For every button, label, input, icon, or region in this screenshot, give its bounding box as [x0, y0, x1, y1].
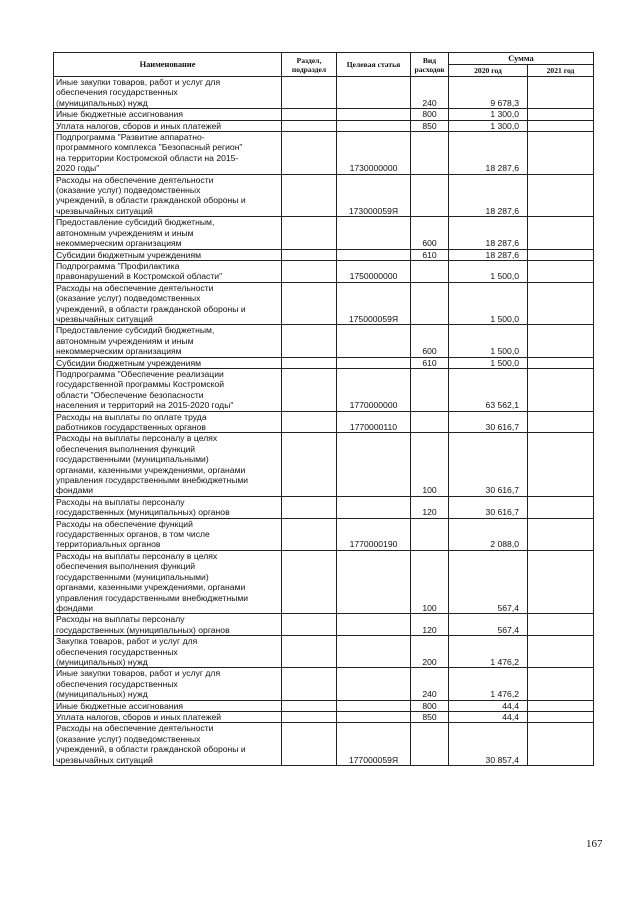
row-section: [282, 411, 337, 433]
row-target: 1770000110: [337, 411, 411, 433]
row-sum-2021: [528, 217, 594, 249]
header-year-2021: 2021 год: [528, 65, 594, 77]
row-section: [282, 357, 337, 368]
table-row: [54, 260, 594, 282]
row-name: Подпрограмма "Профилактика правонарушений в Костромской области": [54, 260, 282, 282]
row-type: 200: [411, 636, 449, 668]
row-sum-2021: [528, 700, 594, 711]
row-type: 800: [411, 109, 449, 120]
row-section: [282, 132, 337, 175]
header-row-top: [54, 53, 594, 65]
table-row: [54, 77, 594, 109]
row-sum-2021: [528, 357, 594, 368]
row-target: 1770000190: [337, 518, 411, 550]
row-section: [282, 174, 337, 217]
row-target: 1770000000: [337, 368, 411, 411]
row-type: 120: [411, 614, 449, 636]
row-name: Расходы на обеспечение функций государственных органов, в том числе территориальных органов: [54, 518, 282, 550]
row-section: [282, 550, 337, 613]
row-target: [337, 249, 411, 260]
row-section: [282, 249, 337, 260]
row-sum-2020: 1 476,2: [449, 668, 528, 700]
row-sum-2021: [528, 668, 594, 700]
row-type: 120: [411, 496, 449, 518]
header-name: Наименование: [54, 53, 282, 77]
row-sum-2021: [528, 711, 594, 722]
row-section: [282, 282, 337, 325]
row-section: [282, 723, 337, 766]
row-section: [282, 700, 337, 711]
table-row: [54, 357, 594, 368]
header-year-2020: 2020 год: [449, 65, 528, 77]
row-target: 175000059Я: [337, 282, 411, 325]
table-row: [54, 723, 594, 766]
row-name: Предоставление субсидий бюджетным, автономным учреждениям и иным некоммерческим организациям: [54, 217, 282, 249]
row-name: Субсидии бюджетным учреждениям: [54, 357, 282, 368]
row-sum-2020: 18 287,6: [449, 132, 528, 175]
row-type: 240: [411, 668, 449, 700]
row-name: Расходы на обеспечение деятельности (оказание услуг) подведомственных учреждений, в области гражданской обороны и чрезвычайных ситуаций: [54, 723, 282, 766]
row-sum-2020: 1 500,0: [449, 325, 528, 357]
row-sum-2021: [528, 614, 594, 636]
row-name: Иные закупки товаров, работ и услуг для обеспечения государственных (муниципальных) нужд: [54, 77, 282, 109]
row-sum-2021: [528, 77, 594, 109]
row-sum-2020: 1 500,0: [449, 357, 528, 368]
budget-table-sheet: [53, 52, 593, 766]
row-type: [411, 723, 449, 766]
row-sum-2021: [528, 109, 594, 120]
row-sum-2020: 1 300,0: [449, 120, 528, 131]
row-target: [337, 325, 411, 357]
row-name: Закупка товаров, работ и услуг для обеспечения государственных (муниципальных) нужд: [54, 636, 282, 668]
row-target: 177000059Я: [337, 723, 411, 766]
table-row: [54, 109, 594, 120]
row-name: Иные закупки товаров, работ и услуг для обеспечения государственных (муниципальных) нужд: [54, 668, 282, 700]
budget-table: [53, 52, 594, 766]
row-sum-2021: [528, 120, 594, 131]
row-sum-2020: 63 562,1: [449, 368, 528, 411]
row-target: [337, 120, 411, 131]
row-sum-2020: 2 088,0: [449, 518, 528, 550]
header-type: Вид расходов: [411, 53, 449, 77]
row-type: [411, 411, 449, 433]
row-section: [282, 260, 337, 282]
row-sum-2021: [528, 433, 594, 496]
row-target: [337, 636, 411, 668]
row-section: [282, 120, 337, 131]
row-type: [411, 260, 449, 282]
header-sum: Сумма: [449, 53, 594, 65]
row-name: Расходы на выплаты по оплате труда работников государственных органов: [54, 411, 282, 433]
row-target: [337, 357, 411, 368]
table-row: [54, 711, 594, 722]
row-type: 850: [411, 120, 449, 131]
row-section: [282, 668, 337, 700]
row-sum-2021: [528, 260, 594, 282]
row-type: 610: [411, 249, 449, 260]
row-sum-2020: 30 857,4: [449, 723, 528, 766]
row-sum-2020: 30 616,7: [449, 433, 528, 496]
row-section: [282, 433, 337, 496]
row-section: [282, 325, 337, 357]
row-name: Подпрограмма "Развитие аппаратно- программного комплекса "Безопасный регион" на территории Костромской области на 2015- 2020 годы": [54, 132, 282, 175]
row-section: [282, 636, 337, 668]
table-row: [54, 325, 594, 357]
row-section: [282, 368, 337, 411]
row-name: Предоставление субсидий бюджетным, автономным учреждениям и иным некоммерческим организациям: [54, 325, 282, 357]
row-sum-2021: [528, 496, 594, 518]
row-type: [411, 368, 449, 411]
table-row: [54, 132, 594, 175]
table-row: [54, 668, 594, 700]
row-name: Субсидии бюджетным учреждениям: [54, 249, 282, 260]
table-row: [54, 550, 594, 613]
row-name: Расходы на выплаты персоналу государственных (муниципальных) органов: [54, 614, 282, 636]
row-target: [337, 109, 411, 120]
row-sum-2020: 30 616,7: [449, 411, 528, 433]
row-sum-2020: 44,4: [449, 711, 528, 722]
row-section: [282, 614, 337, 636]
row-type: 240: [411, 77, 449, 109]
table-row: [54, 518, 594, 550]
table-row: [54, 368, 594, 411]
row-name: Расходы на обеспечение деятельности (оказание услуг) подведомственных учреждений, в области гражданской обороны и чрезвычайных ситуаций: [54, 282, 282, 325]
header-section: Раздел, подраздел: [282, 53, 337, 77]
row-target: [337, 668, 411, 700]
row-type: 610: [411, 357, 449, 368]
row-sum-2020: 18 287,6: [449, 217, 528, 249]
row-name: Расходы на выплаты персоналу в целях обеспечения выполнения функций государственными (муниципальными) органами, казенными учреждениями, органами управления государственными внебюджетными фондами: [54, 550, 282, 613]
row-section: [282, 77, 337, 109]
row-sum-2020: 9 678,3: [449, 77, 528, 109]
row-section: [282, 217, 337, 249]
row-sum-2021: [528, 174, 594, 217]
table-row: [54, 614, 594, 636]
row-sum-2020: 1 300,0: [449, 109, 528, 120]
row-name: Расходы на выплаты персоналу в целях обеспечения выполнения функций государственными (муниципальными) органами, казенными учреждениями, органами управления государственными внебюджетными фондами: [54, 433, 282, 496]
row-name: Иные бюджетные ассигнования: [54, 109, 282, 120]
row-type: 600: [411, 217, 449, 249]
row-type: 800: [411, 700, 449, 711]
row-section: [282, 518, 337, 550]
row-name: Уплата налогов, сборов и иных платежей: [54, 120, 282, 131]
row-sum-2020: 567,4: [449, 550, 528, 613]
row-target: 173000059Я: [337, 174, 411, 217]
row-sum-2020: 1 500,0: [449, 282, 528, 325]
table-row: [54, 433, 594, 496]
table-row: [54, 636, 594, 668]
table-row: [54, 496, 594, 518]
row-type: [411, 132, 449, 175]
row-sum-2020: 30 616,7: [449, 496, 528, 518]
header-target: Целевая статья: [337, 53, 411, 77]
row-sum-2020: 1 500,0: [449, 260, 528, 282]
row-sum-2021: [528, 282, 594, 325]
row-type: 850: [411, 711, 449, 722]
row-section: [282, 711, 337, 722]
table-row: [54, 282, 594, 325]
row-target: [337, 77, 411, 109]
row-target: [337, 700, 411, 711]
row-sum-2021: [528, 636, 594, 668]
row-target: [337, 550, 411, 613]
table-row: [54, 174, 594, 217]
row-target: 1730000000: [337, 132, 411, 175]
row-sum-2020: 18 287,6: [449, 174, 528, 217]
row-sum-2020: 1 476,2: [449, 636, 528, 668]
table-body: [54, 77, 594, 766]
row-name: Расходы на выплаты персоналу государственных (муниципальных) органов: [54, 496, 282, 518]
row-sum-2021: [528, 723, 594, 766]
row-target: [337, 217, 411, 249]
row-sum-2021: [528, 518, 594, 550]
row-target: [337, 433, 411, 496]
table-row: [54, 249, 594, 260]
row-sum-2021: [528, 550, 594, 613]
table-row: [54, 411, 594, 433]
row-type: 600: [411, 325, 449, 357]
row-type: 100: [411, 550, 449, 613]
row-target: 1750000000: [337, 260, 411, 282]
row-section: [282, 496, 337, 518]
row-sum-2020: 567,4: [449, 614, 528, 636]
row-type: [411, 174, 449, 217]
row-target: [337, 496, 411, 518]
row-type: [411, 282, 449, 325]
row-sum-2020: 18 287,6: [449, 249, 528, 260]
row-type: 100: [411, 433, 449, 496]
row-sum-2021: [528, 368, 594, 411]
table-row: [54, 217, 594, 249]
row-sum-2021: [528, 411, 594, 433]
row-sum-2021: [528, 132, 594, 175]
row-name: Подпрограмма "Обеспечение реализации государственной программы Костромской области "Обеспечение безопасности населения и территорий на 2015-2020 годы": [54, 368, 282, 411]
row-type: [411, 518, 449, 550]
row-sum-2021: [528, 325, 594, 357]
row-section: [282, 109, 337, 120]
page-number: 167: [586, 838, 603, 850]
table-row: [54, 120, 594, 131]
row-sum-2020: 44,4: [449, 700, 528, 711]
table-row: [54, 700, 594, 711]
row-name: Уплата налогов, сборов и иных платежей: [54, 711, 282, 722]
row-name: Расходы на обеспечение деятельности (оказание услуг) подведомственных учреждений, в области гражданской обороны и чрезвычайных ситуаций: [54, 174, 282, 217]
row-name: Иные бюджетные ассигнования: [54, 700, 282, 711]
row-target: [337, 614, 411, 636]
row-sum-2021: [528, 249, 594, 260]
row-target: [337, 711, 411, 722]
